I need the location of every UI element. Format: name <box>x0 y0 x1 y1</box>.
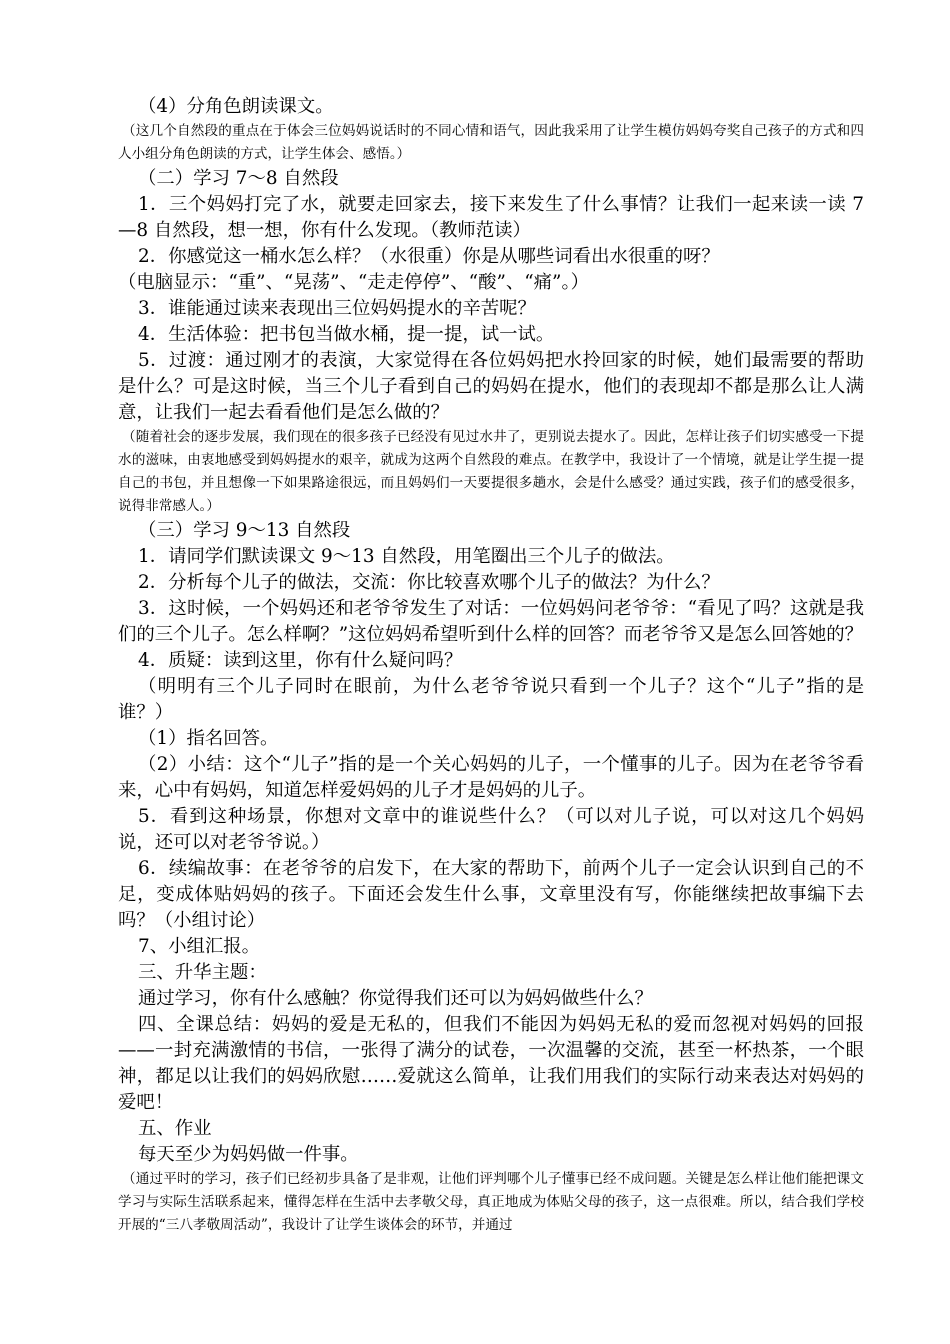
paragraph-item-1: 1．三个妈妈打完了水，就要走回家去，接下来发生了什么事情？让我们一起来读一读 7—8 自然段，想一想，你有什么发现。（教师范读） <box>118 194 864 241</box>
paragraph-item-1-b: 1．请同学们默读课文 9～13 自然段，用笔圈出三个儿子的做法。 <box>138 546 675 567</box>
section-heading-theme: 三、升华主题： <box>138 962 267 983</box>
section-heading-9-13: （三）学习 9～13 自然段 <box>138 520 351 541</box>
teaching-note-2: （随着社会的逐步发展，我们现在的很多孩子已经没有见过水井了，更别说去提水了。因此，怎样让孩子们切实感受一下提水的滋味，由衷地感受到妈妈提水的艰辛，就成为这两个自然段的难点。在教学中，我设计了一个情境，就是让学生提一提自己的书包，并且想像一下如果路途很远，而且妈妈们一天要提很多趟水，会是什么感受？通过实践，孩子们的感受很多，说得非常感人。） <box>118 429 864 514</box>
teaching-note-1: （这几个自然段的重点在于体会三位妈妈说话时的不同心情和语气，因此我采用了让学生模仿妈妈夸奖自己孩子的方式和四人小组分角色朗读的方式，让学生体会、感悟。） <box>118 123 864 162</box>
paragraph-item-2-b: 2．分析每个儿子的做法，交流：你比较喜欢哪个儿子的做法？为什么？ <box>138 572 720 593</box>
paragraph-computer-display: （电脑显示：“重”、“晃荡”、“走走停停”、“酸”、“痛”。） <box>118 272 590 293</box>
paragraph-item-3-b: 3．这时候，一个妈妈还和老爷爷发生了对话：一位妈妈问老爷爷：“看见了吗？这就是我们的三个儿子。怎么样啊？”这位妈妈希望听到什么样的回答？而老爷爷又是怎么回答她的？ <box>118 598 864 645</box>
paragraph-item-6: 6．续编故事：在老爷爷的启发下，在大家的帮助下，前两个儿子一定会认识到自己的不足，变成体贴妈妈的孩子。下面还会发生什么事，文章里没有写，你能继续把故事编下去吗？（小组讨论） <box>118 858 864 931</box>
paragraph-item-3: 3．谁能通过读来表现出三位妈妈提水的辛苦呢？ <box>138 298 536 319</box>
paragraph-item-5: 5．过渡：通过刚才的表演，大家觉得在各位妈妈把水拎回家的时候，她们最需要的帮助是什么？可是这时候，当三个儿子看到自己的妈妈在提水，他们的表现却不都是那么让人满意，让我们一起去看看他们是怎么做的？ <box>118 350 864 423</box>
paragraph-sub-item-1: （1）指名回答。 <box>138 728 279 749</box>
paragraph-homework: 每天至少为妈妈做一件事。 <box>138 1144 359 1165</box>
paragraph-item-2: 2．你感觉这一桶水怎么样？（水很重）你是从哪些词看出水很重的呀？ <box>138 246 720 267</box>
paragraph-sub-item-2: （2）小结：这个“儿子”指的是一个关心妈妈的儿子，一个懂事的儿子。因为在老爷爷看来，心中有妈妈，知道怎样爱妈妈的儿子才是妈妈的儿子。 <box>118 754 864 801</box>
document-body <box>118 94 864 1237</box>
teaching-note-3: （通过平时的学习，孩子们已经初步具备了是非观，让他们评判哪个儿子懂事已经不成问题。关键是怎么样让他们能把课文学习与实际生活联系起来，懂得怎样在生活中去孝敬父母，真正地成为体贴父母的孩子，这一点很难。所以，结合我们学校开展的“三八孝敬周活动”，我设计了让学生谈体会的环节，并通过 <box>118 1171 864 1233</box>
paragraph-summary: 四、全课总结：妈妈的爱是无私的，但我们不能因为妈妈无私的爱而忽视对妈妈的回报——一封充满激情的书信，一张得了满分的试卷，一次温馨的交流，甚至一杯热茶，一个眼神，都足以让我们的妈妈欣慰……爱就这么简单，让我们用我们的实际行动来表达对妈妈的爱吧！ <box>118 1014 864 1113</box>
paragraph-question: （明明有三个儿子同时在眼前，为什么老爷爷说只看到一个儿子？这个“儿子”指的是谁？） <box>118 676 864 723</box>
paragraph-item-4-b: 4．质疑：读到这里，你有什么疑问吗？ <box>138 650 463 671</box>
paragraph-item-4: 4．生活体验：把书包当做水桶，提一提，试一试。 <box>138 324 555 345</box>
paragraph-theme-question: 通过学习，你有什么感触？你觉得我们还可以为妈妈做些什么？ <box>138 988 653 1009</box>
paragraph-role-reading: （4）分角色朗读课文。 <box>138 96 334 117</box>
section-heading-homework: 五、作业 <box>138 1118 212 1139</box>
section-heading-7-8: （二）学习 7～8 自然段 <box>138 168 339 189</box>
paragraph-item-7: 7、小组汇报。 <box>138 936 261 957</box>
paragraph-item-5-b: 5．看到这种场景，你想对文章中的谁说些什么？（可以对儿子说，可以对这几个妈妈说，还可以对老爷爷说。） <box>118 806 864 853</box>
